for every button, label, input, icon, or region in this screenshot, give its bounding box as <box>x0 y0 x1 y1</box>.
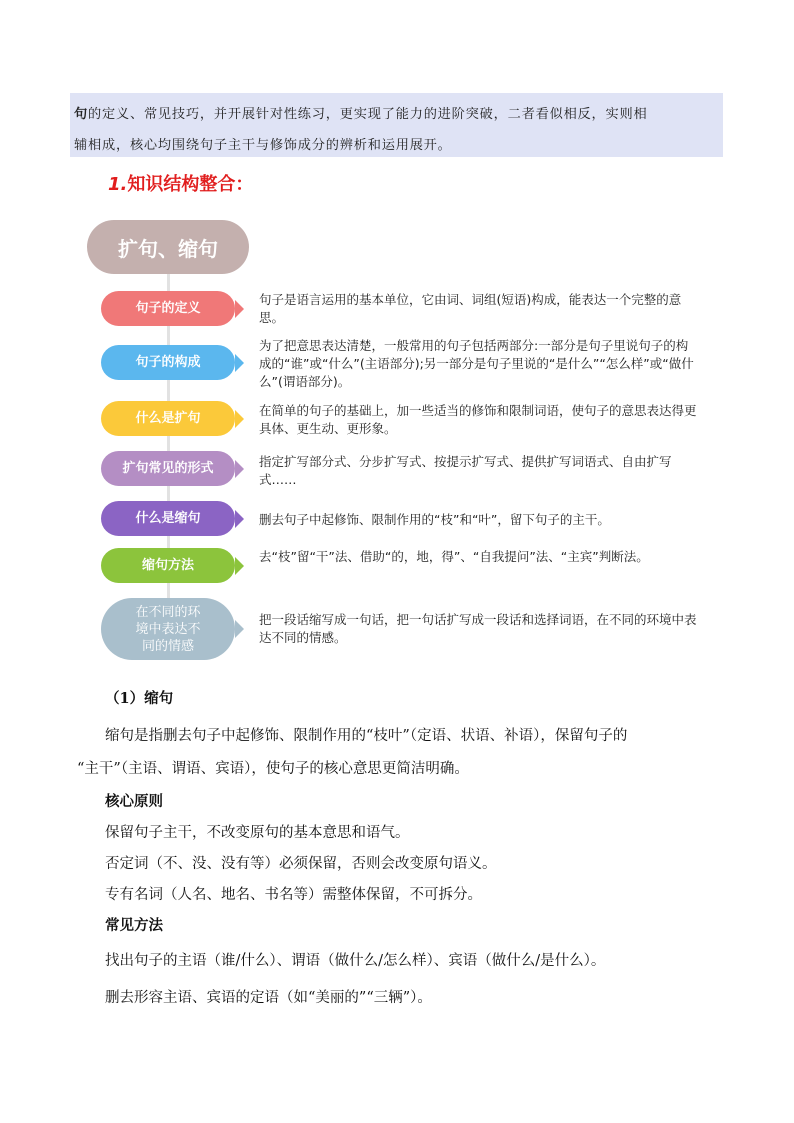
method-item: 找出句子的主语（谁/什么）、谓语（做什么/怎么样）、宾语（做什么/是什么）。 <box>105 953 606 969</box>
diagram-desc-shorten: 删去句子中起修饰、限制作用的“枝”和“叶”，留下句子的主干。 <box>259 512 610 527</box>
diagram-desc-definition: 句子是语言运用的基本单位，它由词、词组(短语)构成，能表达一个完整的意思。 <box>259 292 682 325</box>
diagram-node-expand-forms <box>101 451 235 486</box>
intro-line-1-text: 的定义、常见技巧，并开展针对性练习，更实现了能力的进阶突破，二者看似相反，实则相 <box>88 107 648 122</box>
section-number: 1. <box>108 174 128 195</box>
diagram-node-context <box>101 598 235 660</box>
diagram-node-label: 在不同的环境中表达不同的情感 <box>135 604 201 654</box>
diagram-node-label: 句子的定义 <box>135 301 201 316</box>
intro-paragraph <box>70 93 723 157</box>
diagram-node-expand <box>101 401 235 436</box>
diagram-desc-expand: 在简单的句子的基础上，加一些适当的修饰和限制词语，使句子的意思表达得更具体、更生动、更形象。 <box>259 403 697 436</box>
arrow-icon <box>235 620 244 638</box>
arrow-icon <box>235 410 244 428</box>
paragraph-line-1: 缩句是指删去句子中起修饰、限制作用的“枝叶”（定语、状语、补语），保留句子的 <box>105 728 628 744</box>
principle-item: 专有名词（人名、地名、书名等）需整体保留，不可拆分。 <box>105 887 482 903</box>
arrow-icon <box>235 300 244 318</box>
diagram-node-label: 句子的构成 <box>135 355 201 370</box>
intro-line-1 <box>74 99 719 130</box>
methods-heading: 常见方法 <box>105 917 163 934</box>
subheading-shorten: （1）缩句 <box>105 690 174 707</box>
diagram-node-definition <box>101 291 235 326</box>
section-title <box>108 170 253 196</box>
paragraph-line-2: “主干”（主语、谓语、宾语），使句子的核心意思更简洁明确。 <box>77 761 469 777</box>
diagram-desc-expand-forms: 指定扩写部分式、分步扩写式、按提示扩写式、提供扩写词语式、自由扩写式…… <box>259 454 672 487</box>
principle-item: 否定词（不、没、没有等）必须保留，否则会改变原句语义。 <box>105 856 497 872</box>
intro-line-2: 辅相成，核心均围绕句子主干与修饰成分的辨析和运用展开。 <box>74 138 452 153</box>
diagram-node-label: 什么是扩句 <box>135 411 201 426</box>
arrow-icon <box>235 354 244 372</box>
arrow-icon <box>235 557 244 575</box>
method-item: 删去形容主语、宾语的定语（如“美丽的”“三辆”）。 <box>105 990 432 1006</box>
section-title-text: 知识结构整合： <box>127 174 254 195</box>
diagram-node-structure <box>101 345 235 380</box>
diagram-desc-context: 把一段话缩写成一句话，把一句话扩写成一段话和选择词语，在不同的环境中表达不同的情感。 <box>259 612 697 645</box>
intro-lead-char: 句 <box>74 107 88 122</box>
diagram-node-label: 扩句常见的形式 <box>122 461 214 476</box>
diagram-node-shorten <box>101 501 235 536</box>
diagram-node-label: 什么是缩句 <box>135 511 201 526</box>
diagram-desc-shorten-methods: 去“枝”留“干”法、借助“的，地，得”、“自我提问”法、“主宾”判断法。 <box>259 549 649 564</box>
arrow-icon <box>235 460 244 478</box>
principles-heading: 核心原则 <box>105 793 163 810</box>
arrow-icon <box>235 510 244 528</box>
principle-item: 保留句子主干，不改变原句的基本意思和语气。 <box>105 825 410 841</box>
diagram-desc-structure: 为了把意思表达清楚，一般常用的句子包括两部分:一部分是句子里说句子的构成的“谁”或“什么”(主语部分);另一部分是句子里说的“是什么”“怎么样”或“做什么”(谓语部分)。 <box>259 338 694 389</box>
diagram-node-shorten-methods <box>101 548 235 583</box>
diagram-node-label: 缩句方法 <box>141 558 194 573</box>
diagram-header: 扩句、缩句 <box>87 220 249 274</box>
